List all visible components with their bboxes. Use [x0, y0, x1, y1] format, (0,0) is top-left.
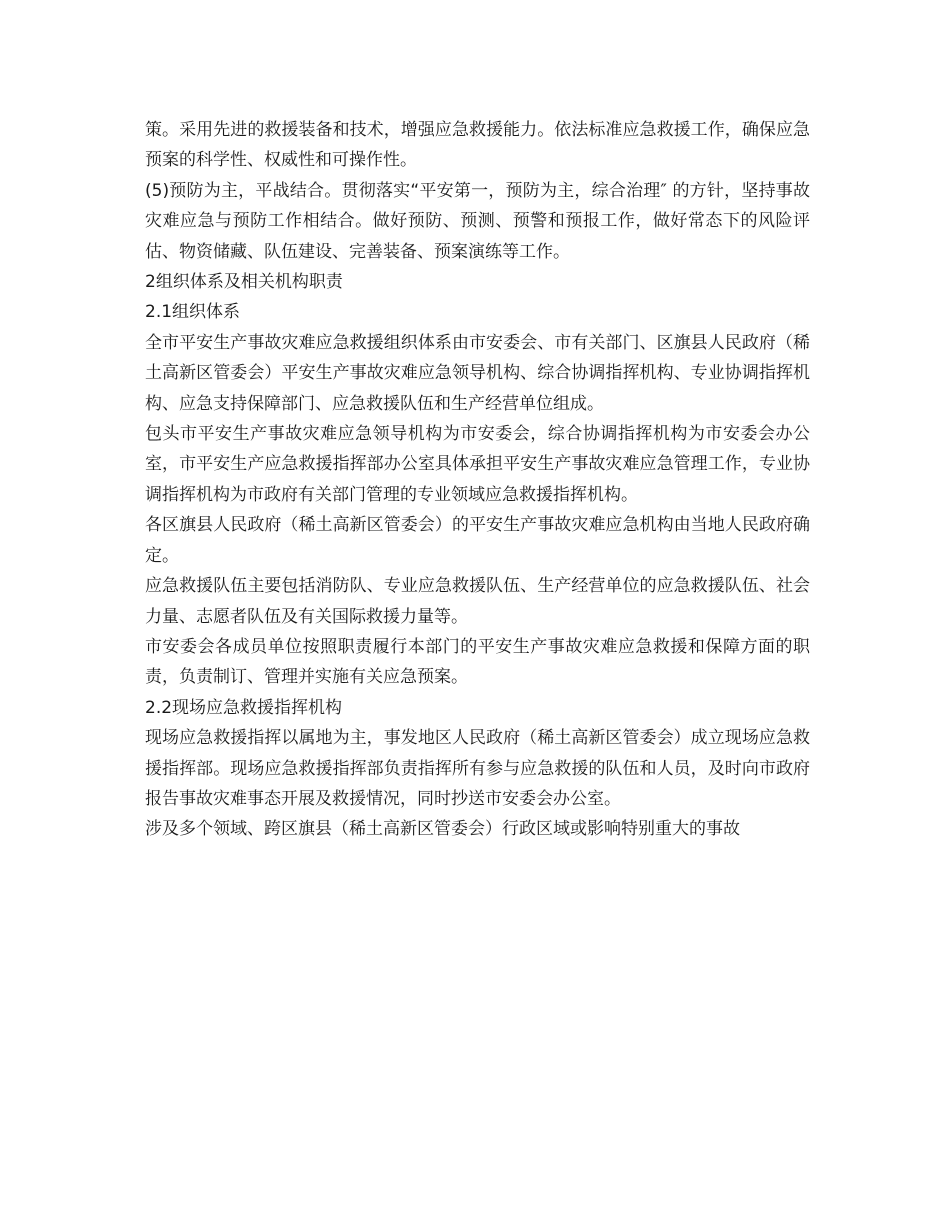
- subsection-heading-onsite-command: 2.2现场应急救援指挥机构: [145, 697, 343, 718]
- paragraph-methods-continuation: 策。采用先进的救援装备和技术，增强应急救援能力。依法标准应急救援工作，确保应急预案的科学性、权威性和可操作性。: [145, 120, 810, 171]
- paragraph-prevention-principle: (5)预防为主，平战结合。贯彻落实“平安第一，预防为主，综合治理″ 的方针，坚持事故灾难应急与预防工作相结合。做好预防、预测、预警和预报工作，做好常态下的风险评估、物资储藏、队伍建设、完善装备、预案演练等工作。: [145, 180, 810, 262]
- document-body: [145, 115, 810, 845]
- paragraph-onsite-command: 现场应急救援指挥以属地为主，事发地区人民政府（稀土高新区管委会）成立现场应急救援指挥部。现场应急救援指挥部负责指挥所有参与应急救援的队伍和人员，及时向市政府报告事故灾难事态开展及救援情况，同时抄送市安委会办公室。: [145, 728, 810, 809]
- section-heading-organization: 2组织体系及相关机构职责: [145, 272, 343, 293]
- paragraph-leading-agency: 包头市平安生产事故灾难应急领导机构为市安委会，综合协调指挥机构为市安委会办公室，市平安生产应急救援指挥部办公室具体承担平安生产事故灾难应急管理工作，专业协调指挥机构为市政府有关部门管理的专业领域应急救援指挥机构。: [145, 424, 810, 505]
- paragraph-member-duties: 市安委会各成员单位按照职责履行本部门的平安生产事故灾难应急救援和保障方面的职责，负责制订、管理并实施有关应急预案。: [145, 636, 810, 688]
- subsection-heading-organization-system: 2.1组织体系: [145, 302, 241, 323]
- paragraph-organization-system: 全市平安生产事故灾难应急救援组织体系由市安委会、市有关部门、区旗县人民政府（稀土高新区管委会）平安生产事故灾难应急领导机构、综合协调指挥机构、专业协调指挥机构、应急支持保障部门、应急救援队伍和生产经营单位组成。: [145, 332, 810, 414]
- paragraph-rescue-teams: 应急救援队伍主要包括消防队、专业应急救援队伍、生产经营单位的应急救援队伍、社会力量、志愿者队伍及有关国际救援力量等。: [145, 576, 810, 627]
- paragraph-district-agencies: 各区旗县人民政府（稀土高新区管委会）的平安生产事故灾难应急机构由当地人民政府确定。: [145, 515, 810, 566]
- paragraph-cross-region: 涉及多个领域、跨区旗县（稀土高新区管委会）行政区域或影响特别重大的事故: [145, 819, 740, 840]
